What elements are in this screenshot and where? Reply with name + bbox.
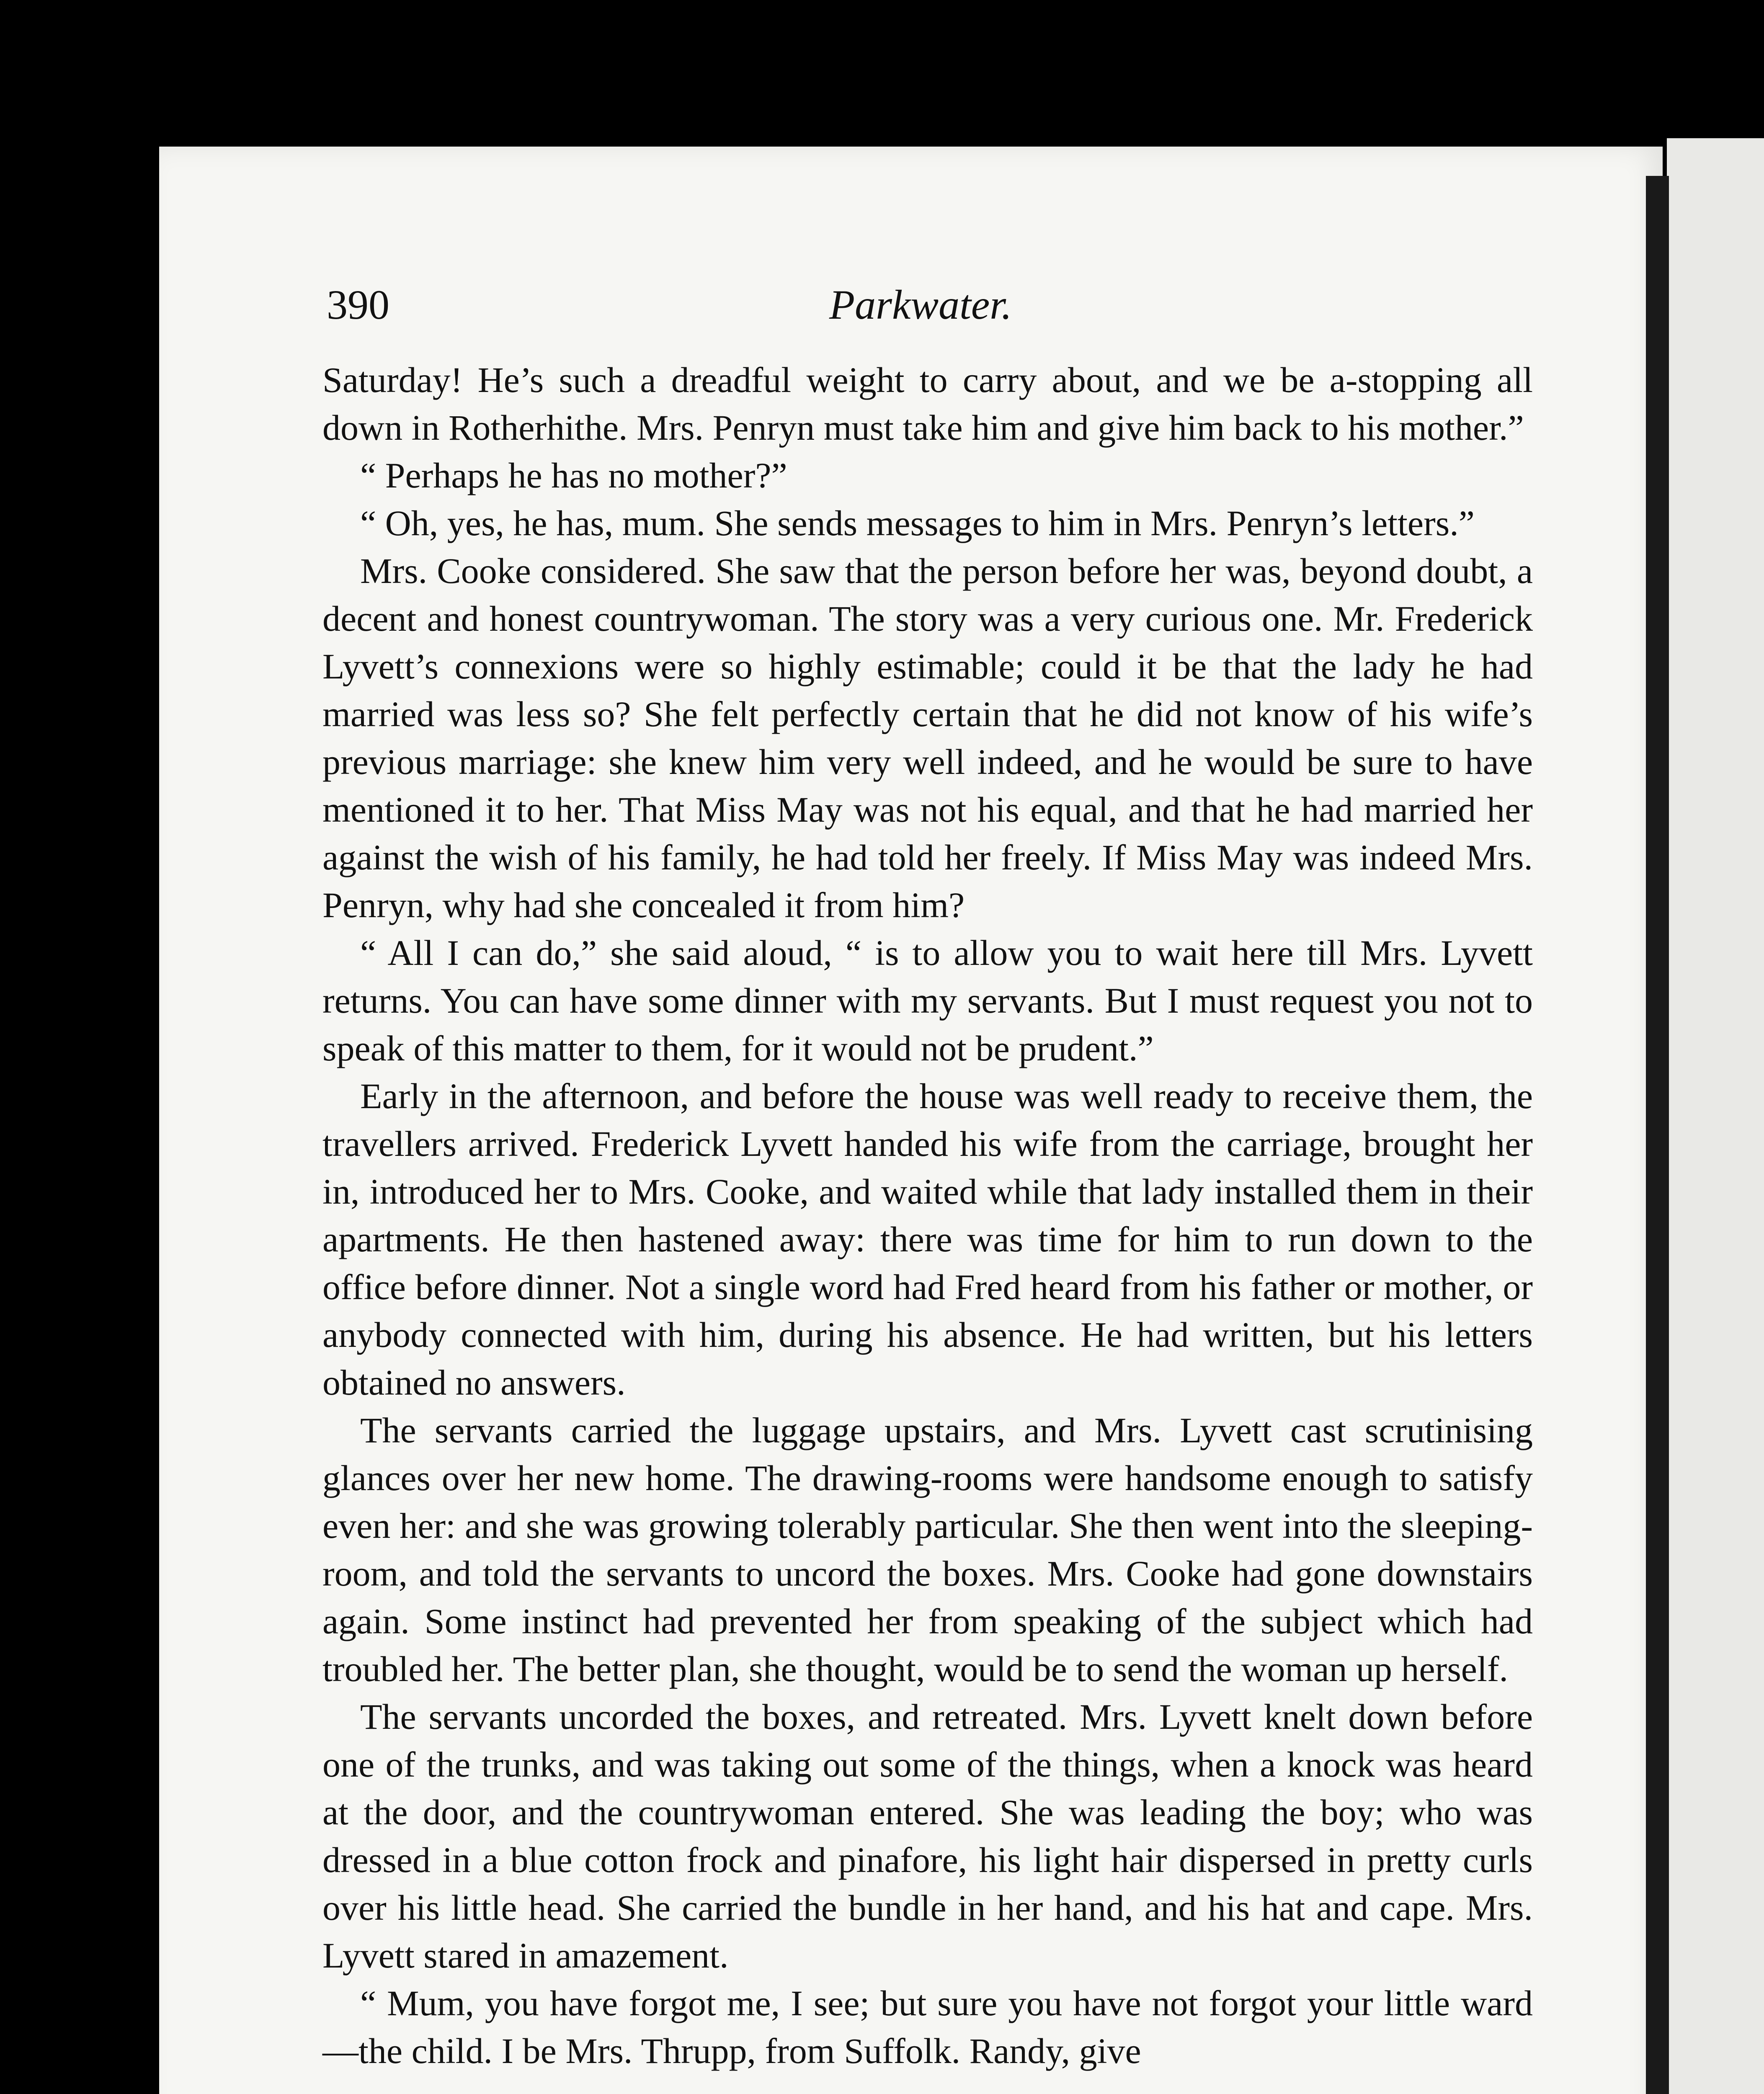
body-text [322, 356, 1533, 2075]
page-number: 390 [327, 281, 389, 328]
next-page-edge [1667, 138, 1764, 2094]
paragraph: The servants carried the luggage upstairs, and Mrs. Lyvett cast scrutinising glances over her new home. The drawing-rooms were handsome enough to satisfy even her: and she was growing tolerably particular. She then went into the sleeping-room, and told the servants to uncord the boxes. Mrs. Cooke had gone downstairs again. Some instinct had prevented her from speaking of the subject which had troubled her. The better plan, she thought, would be to send the woman up herself. [322, 1410, 1533, 1689]
paragraph: Early in the afternoon, and before the house was well ready to receive them, the travellers arrived. Frederick Lyvett handed his wife from the carriage, brought her in, introduced her to Mrs. Cooke, and waited while that lady installed them in their apartments. He then hastened away: there was time for him to run down to the office before dinner. Not a single word had Fred heard from his father or mother, or anybody connected with him, during his absence. He had written, but his letters obtained no answers. [322, 1076, 1533, 1403]
paragraph: The servants uncorded the boxes, and retreated. Mrs. Lyvett knelt down before one of the trunks, and was taking out some of the things, when a knock was heard at the door, and the countrywoman entered. She was leading the boy; who was dressed in a blue cotton frock and pinafore, his light hair dispersed in pretty curls over his little head. She carried the bundle in her hand, and his hat and cape. Mrs. Lyvett stared in amazement. [322, 1697, 1533, 1975]
paragraph: “ Oh, yes, he has, mum. She sends messages to him in Mrs. Penryn’s letters.” [360, 503, 1475, 543]
paragraph: “ Mum, you have forgot me, I see; but sure you have not forgot your little ward—the child. I be Mrs. Thrupp, from Suffolk. Randy, give [322, 1983, 1533, 2071]
paragraph: “ All I can do,” she said aloud, “ is to allow you to wait here till Mrs. Lyvett returns. You can have some dinner with my servants. But I must request you not to speak of this matter to them, for it would not be prudent.” [322, 933, 1533, 1068]
book-gutter [1646, 176, 1669, 2094]
running-title: Parkwater. [829, 281, 1012, 328]
paragraph: Mrs. Cooke considered. She saw that the person before her was, beyond doubt, a decent and honest countrywoman. The story was a very curious one. Mr. Frederick Lyvett’s connexions were so highly estimable; could it be that the lady he had married was less so? She felt perfectly certain that he did not know of his wife’s previous marriage: she knew him very well indeed, and he would be sure to have mentioned it to her. That Miss May was not his equal, and that he had married her against the wish of his family, he had told her freely. If Miss May was indeed Mrs. Penryn, why had she concealed it from him? [322, 551, 1533, 925]
paragraph: Saturday! He’s such a dreadful weight to carry about, and we be a-stopping all down in Rotherhithe. Mrs. Penryn must take him and give him back to his mother.” [322, 360, 1533, 448]
page-header [327, 281, 1081, 343]
paragraph: “ Perhaps he has no mother?” [360, 455, 787, 495]
